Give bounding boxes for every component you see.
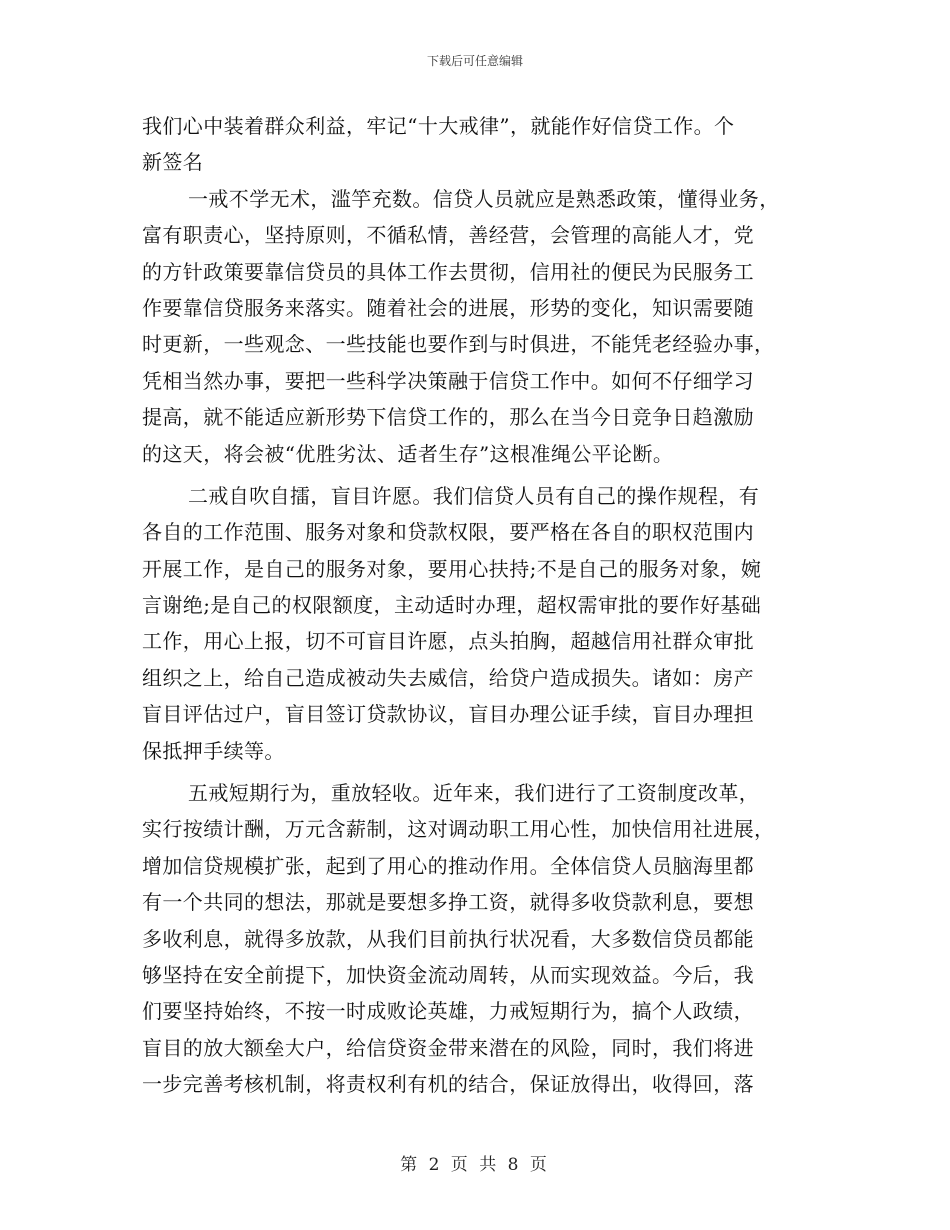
- text-line: 组织之上，给自己造成被动失去威信，给贷户造成损失。诸如：房产: [142, 665, 754, 690]
- text-line: 新签名: [142, 150, 204, 175]
- paragraph: [142, 108, 808, 181]
- page-footer: 第 2 页 共 8 页: [400, 1155, 550, 1175]
- text-line: 工作，用心上报，切不可盲目许愿，点头拍胸，超越信用社群众审批: [142, 629, 754, 654]
- text-line: 的这天，将会被“优胜劣汰、适者生存”这根准绳公平论断。: [142, 441, 674, 466]
- text-line: 增加信贷规模扩张，起到了用心的推动作用。全体信贷人员脑海里都: [142, 853, 754, 878]
- text-line: 一戒不学无术，滥竽充数。信贷人员就应是熟悉政策，懂得业务，: [188, 186, 780, 211]
- document-body: [142, 108, 808, 1103]
- text-line: 富有职责心，坚持原则，不循私情，善经营，会管理的高能人才，党: [142, 223, 754, 248]
- text-line: 的方针政策要靠信贷员的具体工作去贯彻，信用社的便民为民服务工: [142, 259, 754, 284]
- text-line: 们要坚持始终，不按一时成败论英雄，力戒短期行为，搞个人政绩，: [142, 999, 754, 1024]
- text-line: 提高，就不能适应新形势下信贷工作的，那么在当今日竞争日趋激励: [142, 405, 754, 430]
- text-line: 五戒短期行为，重放轻收。近年来，我们进行了工资制度改革，: [188, 781, 760, 806]
- text-line: 实行按绩计酬，万元含薪制，这对调动职工用心性，加快信用社进展，: [142, 817, 775, 842]
- text-line: 一步完善考核机制，将责权利有机的结合，保证放得出，收得回，落: [142, 1072, 754, 1097]
- text-line: 保抵押手续等。: [142, 738, 285, 763]
- paragraph: [142, 478, 808, 769]
- text-line: 有一个共同的想法，那就是要想多挣工资，就得多收贷款利息，要想: [142, 890, 754, 915]
- text-line: 言谢绝;是自己的权限额度，主动适时办理，超权需审批的要作好基础: [142, 593, 762, 618]
- text-line: 够坚持在安全前提下，加快资金流动周转，从而实现效益。今后，我: [142, 962, 754, 987]
- text-line: 多收利息，就得多放款，从我们目前执行状况看，大多数信贷员都能: [142, 926, 754, 951]
- text-line: 各自的工作范围、服务对象和贷款权限，要严格在各自的职权范围内: [142, 520, 754, 545]
- text-line: 作要靠信贷服务来落实。随着社会的进展，形势的变化，知识需要随: [142, 295, 754, 320]
- text-line: 盲目的放大额垒大户，给信贷资金带来潜在的风险，同时，我们将进: [142, 1035, 754, 1060]
- text-line: 开展工作，是自己的服务对象，要用心扶持;不是自己的服务对象，婉: [142, 556, 762, 581]
- text-line: 盲目评估过户，盲目签订贷款协议，盲目办理公证手续，盲目办理担: [142, 702, 754, 727]
- text-line: 二戒自吹自擂，盲目许愿。我们信贷人员有自己的操作规程，有: [188, 483, 760, 508]
- text-line: 凭相当然办事，要把一些科学决策融于信贷工作中。如何不仔细学习: [142, 368, 754, 393]
- text-line: 时更新，一些观念、一些技能也要作到与时俱进，不能凭老经验办事，: [142, 332, 775, 357]
- text-line: 我们心中装着群众利益，牢记“十大戒律”，就能作好信贷工作。个: [142, 114, 735, 138]
- page-header: 下载后可任意编辑: [426, 54, 523, 68]
- paragraph: [142, 181, 808, 472]
- paragraph: [142, 775, 808, 1103]
